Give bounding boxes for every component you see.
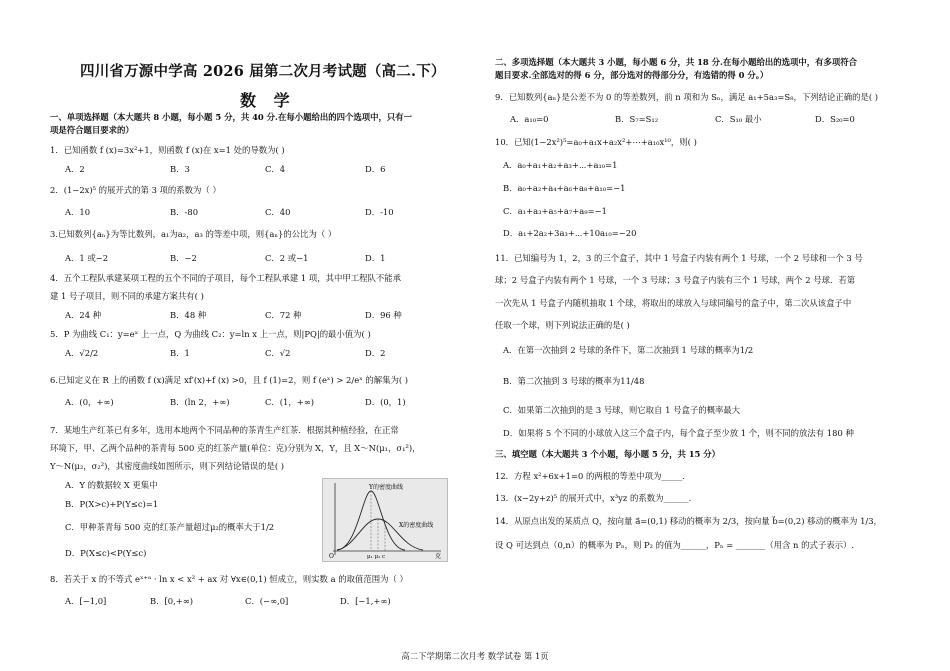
question-13: 13．(x−2y+z)⁵ 的展开式中，x³yz 的系数为______. — [495, 493, 692, 503]
section2-heading-cont: 题目要求.全部选对的得 6 分，部分选对的得部分分，有选错的得 0 分。） — [495, 70, 769, 80]
question-6: 6.已知定义在 R 上的函数 f (x)满足 xf′(x)+f (x) >0，且 f (1)=2，则 f (eˣ) > 2/eˣ 的解集为( ) — [50, 375, 409, 385]
section2-heading: 二、多项选择题（本大题共 3 小题，每小题 6 分，共 18 分.在每小题给出的选项中，有多项符合 — [495, 57, 857, 67]
q11-option-a: A．在第一次抽到 2 号球的条件下，第二次抽到 1 号球的概率为1/2 — [503, 345, 754, 355]
question-10: 10．已知(1−2x²)⁵=a₀+a₁x+a₂x²+⋯+a₁₀x¹⁰，则( ) — [495, 137, 697, 147]
q7-option-a: A．Y 的数据较 X 更集中 — [65, 480, 158, 490]
q4-option-b: B．48 种 — [170, 310, 207, 320]
axis-unit-label: 克 — [435, 553, 442, 560]
q6-option-b: B．(ln 2，+∞) — [170, 397, 230, 407]
q6-option-d: D．(0，1) — [365, 397, 406, 407]
q11-option-d: D．如果将 5 个不同的小球放入这三个盒子内，每个盒子至少放 1 个，则不同的放法有 180 种 — [503, 428, 854, 438]
q5-option-d: D．2 — [365, 348, 386, 358]
subject-title: 数 学 — [240, 91, 296, 110]
question-9: 9．已知数列{aₙ}是公差不为 0 的等差数列，前 n 项和为 Sₙ，满足 a₁+5a₃=S₈，下列结论正确的是( ) — [495, 92, 879, 102]
question-14: 14．从原点出发的某质点 Q，按向量 a⃗=(0,1) 移动的概率为 2/3，按向量 b⃗=(0,2) 移动的概率为 1/3， — [495, 516, 882, 526]
q6-option-c: C．(1，+∞) — [265, 397, 315, 407]
question-2: 2．(1−2x)⁵ 的展开式的第 3 项的系数为（ ） — [50, 185, 221, 195]
question-7: 7．某地生产红茶已有多年，选用本地两个不同品种的茶青生产红茶．根据其种植经验，在正常 — [50, 425, 399, 435]
density-curve-svg — [323, 479, 447, 561]
q2-option-c: C．40 — [265, 207, 291, 217]
q11-option-b: B．第二次抽到 3 号球的概率为11/48 — [503, 376, 645, 386]
q1-option-c: C．4 — [265, 164, 286, 174]
section1-heading: 一、单项选择题（本大题共 8 小题，每小题 5 分，共 40 分.在每小题给出的四个选项中，只有一 — [50, 112, 412, 122]
q4-option-d: D．96 种 — [365, 310, 402, 320]
question-8: 8．若关于 x 的不等式 eˣ⁺ᵃ · ln x < x² + ax 对 ∀x∈(0,1) 恒成立，则实数 a 的取值范围为（ ） — [50, 574, 408, 584]
q9-option-c: C．S₁₀ 最小 — [715, 114, 762, 124]
question-11-cont3: 任取一个球，则下列说法正确的是( ) — [495, 320, 630, 330]
origin-label: O — [329, 553, 334, 560]
page-title: 四川省万源中学高 2026 届第二次月考试题（高二.下） — [80, 63, 446, 80]
q8-option-d: D．[−1,+∞) — [340, 596, 391, 606]
q10-option-c: C．a₁+a₃+a₅+a₇+a₉=−1 — [503, 206, 607, 216]
q8-option-c: C．(−∞,0] — [245, 596, 289, 606]
question-11-cont: 球；2 号盒子内装有两个 1 号球，一个 3 号球；3 号盒子内装有三个 1 号球，两个 2 号球．若第 — [495, 275, 856, 285]
question-11: 11．已知编号为 1，2，3 的三个盒子，其中 1 号盒子内装有两个 1 号球，一个 2 号球和一个 3 号 — [495, 253, 863, 263]
q2-option-a: A．10 — [65, 207, 91, 217]
q3-option-d: D．1 — [365, 253, 386, 263]
q7-option-c: C．甲种茶青每 500 克的红茶产量超过μ₂的概率大于1/2 — [65, 522, 275, 532]
q8-option-b: B．[0,+∞) — [150, 596, 194, 606]
question-3: 3.已知数列{aₙ}为等比数列，a₁为a₂，a₃ 的等差中项，则{aₙ}的公比为（ ） — [50, 229, 337, 239]
page-footer: 高二下学期第二次月考 数学试卷 第 1页 — [401, 651, 549, 661]
q4-option-c: C．72 种 — [265, 310, 302, 320]
question-4: 4．五个工程队承建某项工程的五个不同的子项目，每个工程队承建 1 项，其中甲工程队不能承 — [50, 273, 401, 283]
q10-option-a: A．a₀+a₁+a₂+a₃+⋯+a₁₀=1 — [503, 160, 618, 170]
q10-option-d: D．a₁+2a₂+3a₃+⋯+10a₁₀=−20 — [503, 228, 637, 238]
q7-option-d: D．P(X≤c)<P(Y≤c) — [65, 548, 147, 558]
question-7-cont: 环境下，甲、乙两个品种的茶青每 500 克的红茶产量(单位：克)分别为 X，Y，且 X～N(μ₁，σ₁²)， — [50, 443, 421, 453]
q5-option-a: A．√2/2 — [65, 348, 99, 358]
q9-option-b: B．S₇=S₁₂ — [615, 114, 659, 124]
mu-label: μ₁ μ₂ c — [367, 554, 386, 560]
question-4-cont: 建 1 号子项目，则不同的承建方案共有( ) — [50, 291, 204, 301]
question-1: 1．已知函数 f (x)=3x²+1，则函数 f (x)在 x=1 处的导数为( ) — [50, 145, 285, 155]
q5-option-b: B．1 — [170, 348, 190, 358]
q6-option-a: A．(0，+∞) — [65, 397, 114, 407]
q9-option-a: A．a₁₀=0 — [510, 114, 549, 124]
q2-option-d: D．-10 — [365, 207, 394, 217]
q5-option-c: C．√2 — [265, 348, 291, 358]
question-5: 5．P 为曲线 C₁：y=eˣ 上一点，Q 为曲线 C₂：y=ln x 上一点，则|PQ|的最小值为( ) — [50, 329, 371, 339]
q1-option-a: A．2 — [65, 164, 85, 174]
q3-option-c: C．2 或−1 — [265, 253, 309, 263]
q8-option-a: A．[−1,0] — [65, 596, 107, 606]
x-curve-label: X的密度曲线 — [399, 522, 434, 529]
q10-option-b: B．a₀+a₂+a₄+a₆+a₈+a₁₀=−1 — [503, 183, 626, 193]
q2-option-b: B．-80 — [170, 207, 199, 217]
q1-option-b: B．3 — [170, 164, 190, 174]
q4-option-a: A．24 种 — [65, 310, 102, 320]
q1-option-d: D．6 — [365, 164, 386, 174]
q7-option-b: B．P(X>c)+P(Y≤c)=1 — [65, 499, 159, 509]
left-column — [50, 0, 460, 671]
q3-option-a: A．1 或−2 — [65, 253, 109, 263]
question-11-cont2: 一次先从 1 号盒子内随机抽取 1 个球，将取出的球放入与球同编号的盒子中，第二次从该盒子中 — [495, 298, 852, 308]
density-curve-figure — [322, 478, 448, 562]
q3-option-b: B．−2 — [170, 253, 197, 263]
section3-heading: 三、填空题（本大题共 3 个小题，每小题 5 分，共 15 分） — [495, 449, 721, 459]
right-column — [495, 0, 915, 671]
section1-heading-cont: 项是符合题目要求的） — [50, 125, 134, 135]
q11-option-c: C．如果第二次抽到的是 3 号球，则它取自 1 号盒子的概率最大 — [503, 405, 741, 415]
question-7-cont2: Y～N(μ₂，σ₂²)，其密度曲线如图所示，则下列结论错误的是( ) — [50, 461, 285, 471]
question-14-cont: 设 Q 可达到点（0,n）的概率为 Pₙ，则 P₂ 的值为______，Pₙ = _______（用含 n 的式子表示）. — [495, 540, 854, 550]
y-curve-label: Y的密度曲线 — [369, 484, 403, 491]
q9-option-d: D．S₂₀=0 — [815, 114, 855, 124]
question-12: 12．方程 x²+6x+1=0 的两根的等差中项为_____. — [495, 471, 685, 481]
